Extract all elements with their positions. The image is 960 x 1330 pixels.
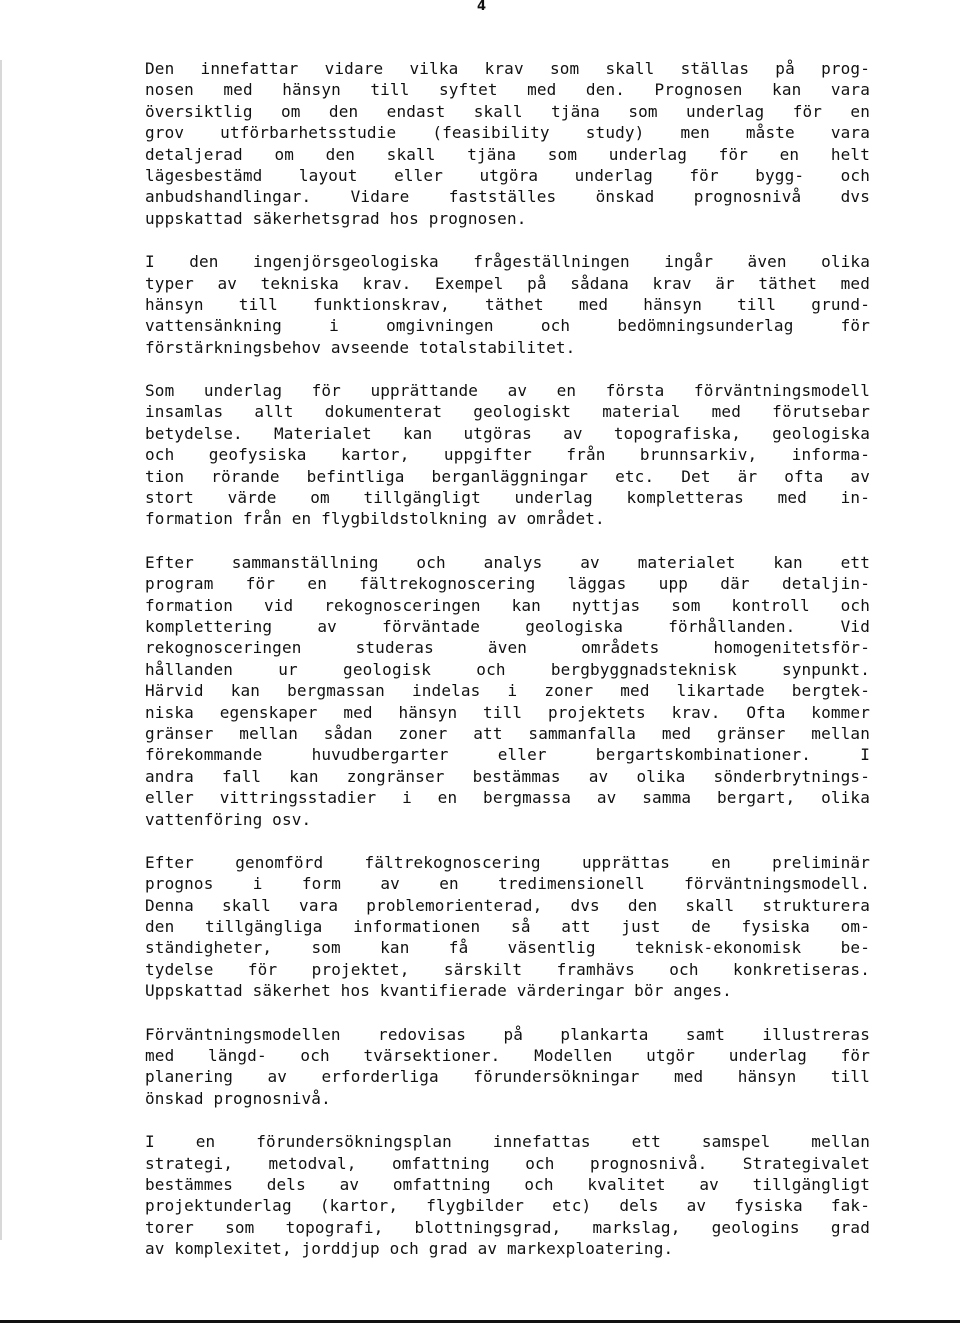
text-line: tydelse för projektet, särskilt framhävs och konkretiseras. bbox=[145, 959, 870, 979]
text-line: prognos i form av en tredimensionell förväntningsmodell. bbox=[145, 874, 870, 894]
text-line: Denna skall vara problemorienterad, dvs den skall strukturera bbox=[145, 895, 870, 915]
text-line: program för en fältrekognoscering läggas upp där detaljin- bbox=[145, 574, 870, 594]
text-line: Förväntningsmodellen redovisas på plankarta samt illustreras bbox=[145, 1024, 870, 1044]
paragraph bbox=[145, 251, 870, 358]
paragraph bbox=[145, 552, 870, 830]
text-line: bestämmes dels av omfattning och kvalitet av tillgängligt bbox=[145, 1174, 870, 1194]
text-line: insamlas allt dokumenterat geologiskt material med förutsebar bbox=[145, 402, 870, 422]
page-number: 4 bbox=[477, 0, 487, 14]
text-line: av komplexitet, jorddjup och grad av markexploatering. bbox=[145, 1239, 674, 1259]
text-line: översiktlig om den endast skall tjäna som underlag för en bbox=[145, 101, 870, 121]
text-line: komplettering av förväntade geologiska förhållanden. Vid bbox=[145, 616, 870, 636]
text-line: tion rörande befintliga berganläggningar etc. Det är ofta av bbox=[145, 466, 870, 486]
text-line: rekognosceringen studeras även områdets homogenitetsför- bbox=[145, 638, 870, 658]
text-line: eller vittringsstadier i en bergmassa av samma bergart, olika bbox=[145, 788, 870, 808]
text-line: uppskattad säkerhetsgrad hos prognosen. bbox=[145, 208, 527, 228]
paragraph bbox=[145, 1131, 870, 1259]
text-line: önskad prognosnivå. bbox=[145, 1088, 331, 1108]
text-line: vattensänkning i omgivningen och bedömningsunderlag för bbox=[145, 316, 870, 336]
paragraph bbox=[145, 380, 870, 530]
text-line: typer av tekniska krav. Exempel på sådana krav är täthet med bbox=[145, 273, 870, 293]
text-line: Efter sammanställning och analys av materialet kan ett bbox=[145, 552, 870, 572]
document-body bbox=[145, 58, 870, 1282]
text-line: strategi, metodval, omfattning och prognosnivå. Strategivalet bbox=[145, 1153, 870, 1173]
text-line: formation från en flygbildstolkning av området. bbox=[145, 509, 605, 529]
text-line: förstärkningsbehov avseende totalstabilitet. bbox=[145, 337, 576, 357]
text-line: detaljerad om den skall tjäna som underlag för en helt bbox=[145, 144, 870, 164]
text-line: nosen med hänsyn till syftet med den. Prognosen kan vara bbox=[145, 80, 870, 100]
text-line: Uppskattad säkerhet hos kvantifierade värderingar bör anges. bbox=[145, 981, 732, 1001]
text-line: ständigheter, som kan få väsentlig teknisk-ekonomisk be- bbox=[145, 938, 870, 958]
text-line: Efter genomförd fältrekognoscering upprättas en preliminär bbox=[145, 852, 870, 872]
text-line: betydelse. Materialet kan utgöras av topografiska, geologiska bbox=[145, 423, 870, 443]
text-line: torer som topografi, blottningsgrad, markslag, geologins grad bbox=[145, 1217, 870, 1237]
scan-edge-mark bbox=[0, 60, 2, 1240]
text-line: projektunderlag (kartor, flygbilder etc) dels av fysiska fak- bbox=[145, 1196, 870, 1216]
text-line: I den ingenjörsgeologiska frågeställningen ingår även olika bbox=[145, 252, 870, 272]
text-line: förekommande huvudbergarter eller bergartskombinationer. I bbox=[145, 745, 870, 765]
text-line: vattenföring osv. bbox=[145, 809, 312, 829]
text-line: I en förundersökningsplan innefattas ett samspel mellan bbox=[145, 1132, 870, 1152]
text-line: andra fall kan zongränser bestämmas av olika sönderbrytnings- bbox=[145, 766, 870, 786]
paragraph bbox=[145, 852, 870, 1002]
text-line: gränser mellan sådan zoner att sammanfalla med gränser mellan bbox=[145, 723, 870, 743]
text-line: Som underlag för upprättande av en första förväntningsmodell bbox=[145, 381, 870, 401]
text-line: niska egenskaper med hänsyn till projektets krav. Ofta kommer bbox=[145, 702, 870, 722]
scan-bottom-edge bbox=[0, 1320, 960, 1323]
text-line: anbudshandlingar. Vidare fastställes önskad prognosnivå dvs bbox=[145, 187, 870, 207]
text-line: med längd- och tvärsektioner. Modellen utgör underlag för bbox=[145, 1046, 870, 1066]
text-line: hållanden ur geologisk och bergbyggnadsteknisk synpunkt. bbox=[145, 659, 870, 679]
text-line: formation vid rekognosceringen kan nyttjas som kontroll och bbox=[145, 595, 870, 615]
text-line: grov utförbarhetsstudie (feasibility study) men måste vara bbox=[145, 123, 870, 143]
text-line: den tillgängliga informationen så att just de fysiska om- bbox=[145, 917, 870, 937]
text-line: Den innefattar vidare vilka krav som skall ställas på prog- bbox=[145, 59, 870, 78]
text-line: planering av erforderliga förundersökningar med hänsyn till bbox=[145, 1067, 870, 1087]
paragraph bbox=[145, 1024, 870, 1110]
text-line: stort värde om tillgängligt underlag kompletteras med in- bbox=[145, 488, 870, 508]
text-line: och geofysiska kartor, uppgifter från brunnsarkiv, informa- bbox=[145, 445, 870, 465]
text-line: Härvid kan bergmassan indelas i zoner med likartade bergtek- bbox=[145, 681, 870, 701]
text-line: hänsyn till funktionskrav, täthet med hänsyn till grund- bbox=[145, 294, 870, 314]
paragraph bbox=[145, 58, 870, 229]
text-line: lägesbestämd layout eller utgöra underlag för bygg- och bbox=[145, 165, 870, 185]
